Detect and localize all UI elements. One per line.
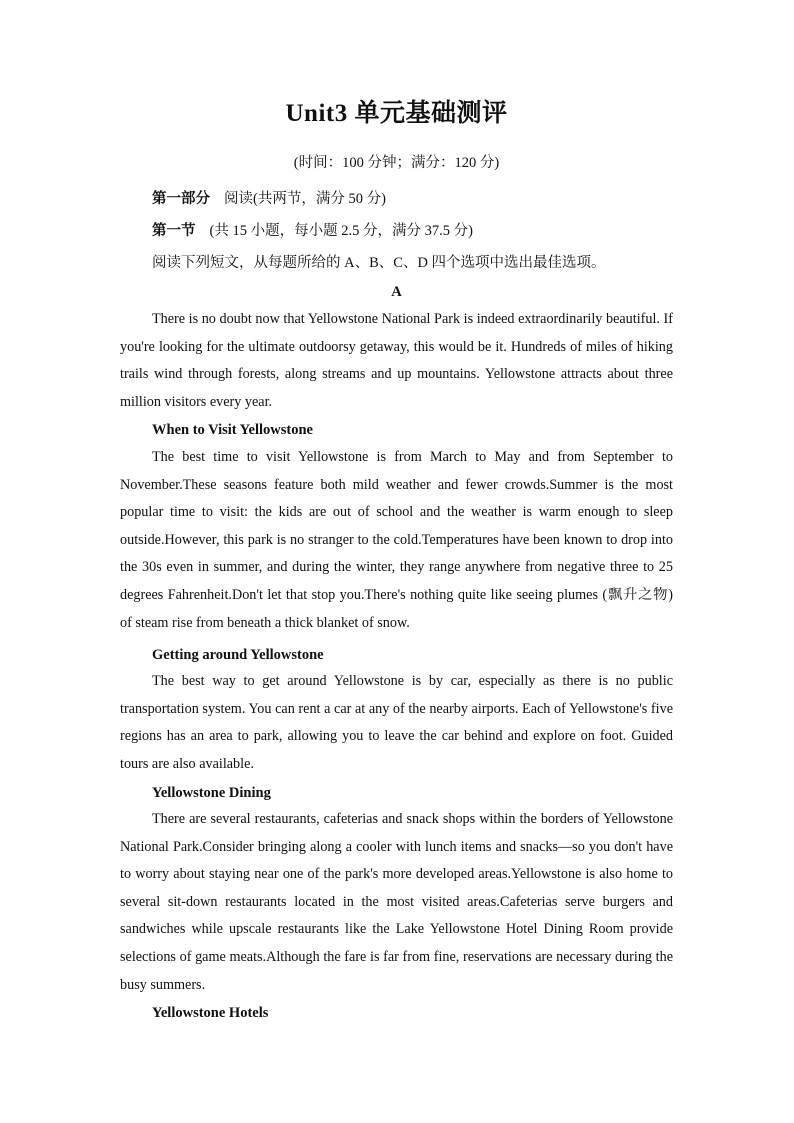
section-line (152, 218, 473, 244)
part-line (152, 186, 386, 212)
passage-letter: A (391, 284, 402, 300)
section-label: 第一节 (152, 223, 196, 239)
passage-intro: There is no doubt now that Yellowstone National Park is indeed extraordinarily beautiful. If you're looking for the ultimate outdoorsy getaway, this would be it. Hundreds of miles of hiking trails wind through forests, along streams and up mountains. Yellowstone attracts about three million visitors every year. (120, 311, 673, 410)
heading-dining: Yellowstone Dining (152, 785, 271, 801)
instruction-text: 阅读下列短文，从每题所给的 A、B、C、D 四个选项中选出最佳选项。 (152, 255, 606, 271)
part-text: 阅读(共两节，满分 50 分) (224, 191, 386, 207)
heading-when-to-visit: When to Visit Yellowstone (152, 422, 313, 438)
section-text: (共 15 小题，每小题 2.5 分，满分 37.5 分) (209, 223, 473, 239)
paragraph-dining: There are several restaurants, cafeterias and snack shops within the borders of Yellowstone National Park.Consider bringing along a cooler with lunch items and snacks—so you don't have to worry about staying near one of the park's more developed areas.Yellowstone is also home to several sit-down restaurants located in the most visited areas.Cafeterias serve burgers and sandwiches while upscale restaurants like the Lake Yellowstone Hotel Dining Room provide selections of game meats.Although the fare is far from fine, reservations are necessary during the busy summers. (120, 811, 673, 993)
exam-info: (时间：100 分钟；满分：120 分) (293, 155, 500, 171)
paragraph-when-to-visit: The best time to visit Yellowstone is from March to May and from September to November.These seasons feature both mild weather and fewer crowds.Summer is the most popular time to visit: the kids are out of school and the weather is warm enough to sleep outside.However, this park is no stranger to the cold.Temperatures have been known to drop into the 30s even in summer, and during the winter, they range anywhere from negative three to 25 degrees Fahrenheit.Don't let that stop you.There's nothing quite like seeing plumes (飘升之物) of steam rise from beneath a thick blanket of snow. (120, 449, 673, 631)
part-label: 第一部分 (152, 191, 210, 207)
paragraph-getting-around: The best way to get around Yellowstone is by car, especially as there is no public transportation system. You can rent a car at any of the nearby airports. Each of Yellowstone's five regions has an area to park, allowing you to leave the car behind and explore on foot. Guided tours are also available. (120, 673, 673, 772)
heading-getting-around: Getting around Yellowstone (152, 647, 324, 663)
page-title: Unit3 单元基础测评 (285, 100, 508, 127)
heading-hotels: Yellowstone Hotels (152, 1005, 269, 1021)
